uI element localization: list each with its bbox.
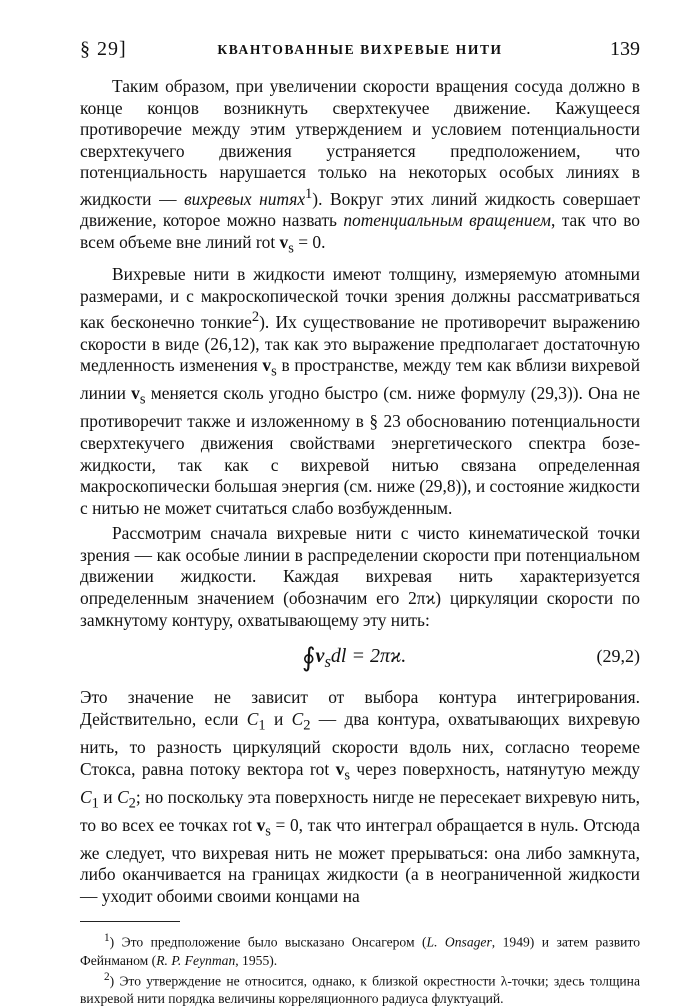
text-run: ). Вокруг этих линий жидкость совершает движение, которое можно назвать bbox=[80, 188, 640, 231]
text-run: 2 bbox=[303, 717, 311, 734]
text-run: s bbox=[288, 240, 294, 257]
text-run: s bbox=[271, 363, 277, 380]
paragraph-1 bbox=[80, 76, 640, 260]
text-run: Таким образом, при увеличении скорости вращения сосуда должно в конце концов возникнуть сверхтекучее движение. Кажущееся противоречие между этим утверждением и условием потенциальности сверхтекучего движения устраняется предположением, что потенциальность нарушается только на некоторых особых линиях в жидкости — bbox=[80, 76, 640, 209]
equation-number: (29,2) bbox=[596, 646, 640, 667]
page-number: 139 bbox=[610, 38, 640, 60]
text-run: меняется сколь угодно быстро (см. ниже формулу (29,3)). Она не противоречит также и изложенному в § 23 обоснованию потенциальности сверхтекучего движения свойствами энергетического спектра бозе-жидкости, так как с вихревой нитью связана определенная макроскопически большая энергия (см. ниже (29,8)), и состояние жидкости с нитью не может считаться слабо возбужденным. bbox=[80, 383, 640, 518]
text-run: и bbox=[98, 786, 118, 807]
text-run: L. Onsager bbox=[426, 935, 492, 950]
text-run: s bbox=[139, 391, 146, 408]
text-run: = 0, так что интеграл обращается в нуль. Отсюда же следует, что вихревая нить не может прерываться: она либо замкнута, либо оканчивается на границах жидкости (а в неограниченной жидкости — уходит обоими своими концами на bbox=[80, 814, 640, 906]
text-run: s bbox=[265, 823, 271, 840]
text-run: , так что во всем объеме вне линий rot bbox=[80, 210, 640, 252]
contour-integral-sign: ∮ bbox=[302, 643, 316, 673]
formula-29-2 bbox=[80, 635, 640, 685]
text-run: C bbox=[117, 786, 129, 807]
text-run: = 0. bbox=[293, 231, 326, 252]
text-run: ; но поскольку эта поверхность нигде не пересекает вихревую нить, то во всех ее точках rot bbox=[80, 786, 640, 835]
text-run: v bbox=[131, 383, 140, 404]
text-run: 1 bbox=[258, 717, 266, 734]
text-run: , 1955). bbox=[235, 952, 278, 968]
running-header bbox=[80, 38, 640, 66]
text-run: Вихревые нити в жидкости имеют толщину, измеряемую атомными размерами, и с макроскопической точки зрения должны рассматриваться как бесконечно тонкие bbox=[80, 264, 640, 332]
footnote-divider bbox=[80, 921, 180, 922]
text-run: через поверхность, натянутую между bbox=[349, 758, 641, 779]
text-run: и bbox=[265, 708, 292, 729]
running-title: КВАНТОВАННЫЕ ВИХРЕВЫЕ НИТИ bbox=[217, 42, 503, 57]
formula-velocity-subscript: s bbox=[324, 652, 331, 672]
text-run: 1 bbox=[91, 795, 99, 812]
formula-rest: dl = 2πϰ. bbox=[330, 645, 407, 668]
text-run: v bbox=[335, 758, 345, 779]
text-run: C bbox=[291, 708, 304, 729]
formula-expression bbox=[302, 643, 406, 673]
page-body bbox=[80, 76, 640, 1008]
text-run: , 1949) и затем развито Фейнманом ( bbox=[80, 935, 640, 968]
text-run: 2 bbox=[104, 971, 110, 984]
text-run: C bbox=[246, 708, 259, 729]
paragraph-4 bbox=[80, 687, 640, 907]
text-run: 2 bbox=[128, 795, 136, 812]
footnote-1 bbox=[80, 930, 640, 969]
text-run: 2 bbox=[251, 309, 260, 326]
text-run: 1 bbox=[104, 932, 110, 945]
text-run: Это значение не зависит от выбора контура интегрирования. Действительно, если bbox=[80, 687, 640, 729]
text-run: C bbox=[80, 786, 92, 807]
text-run: v bbox=[262, 355, 272, 376]
text-run: вихревых нитях bbox=[184, 188, 306, 209]
paragraph-3 bbox=[80, 523, 640, 631]
text-run: v bbox=[279, 231, 289, 252]
footnote-2 bbox=[80, 969, 640, 1008]
text-run: ) Это предположение было высказано Онсагером ( bbox=[109, 935, 427, 950]
paragraph-2 bbox=[80, 264, 640, 519]
text-run: v bbox=[256, 814, 266, 835]
text-run: Рассмотрим сначала вихревые нити с чисто кинематической точки зрения — как особые линии в распределении скорости при потенциальном движении жидкости. Каждая вихревая нить характеризуется определенным значением (обозначим его 2πϰ) циркуляции скорости по замкнутому контуру, охватывающему эту нить: bbox=[80, 523, 640, 630]
text-run: — два контура, охватывающих вихревую нить, то разность циркуляций скорости вдоль них, согласно теореме Стокса, равна потоку вектора rot bbox=[80, 708, 640, 779]
formula-velocity-symbol: v bbox=[315, 645, 325, 668]
text-run: s bbox=[344, 766, 350, 783]
text-run: R. P. Feynman bbox=[156, 952, 236, 968]
section-number: § 29] bbox=[80, 38, 127, 60]
text-run: ). Их существование не противоречит выражению скорости в виде (26,12), так как это выражение предполагает достаточную медленность изменения bbox=[80, 312, 640, 376]
text-run: потенциальным вращением bbox=[343, 210, 552, 231]
text-run: в пространстве, между тем как вблизи вихревой линии bbox=[80, 355, 640, 404]
text-run: ) Это утверждение не относится, однако, к близкой окрестности λ-точки; здесь толщина вихревой нити порядка величины корреляционного радиуса флуктуаций. bbox=[80, 973, 640, 1007]
text-run: 1 bbox=[305, 185, 313, 202]
